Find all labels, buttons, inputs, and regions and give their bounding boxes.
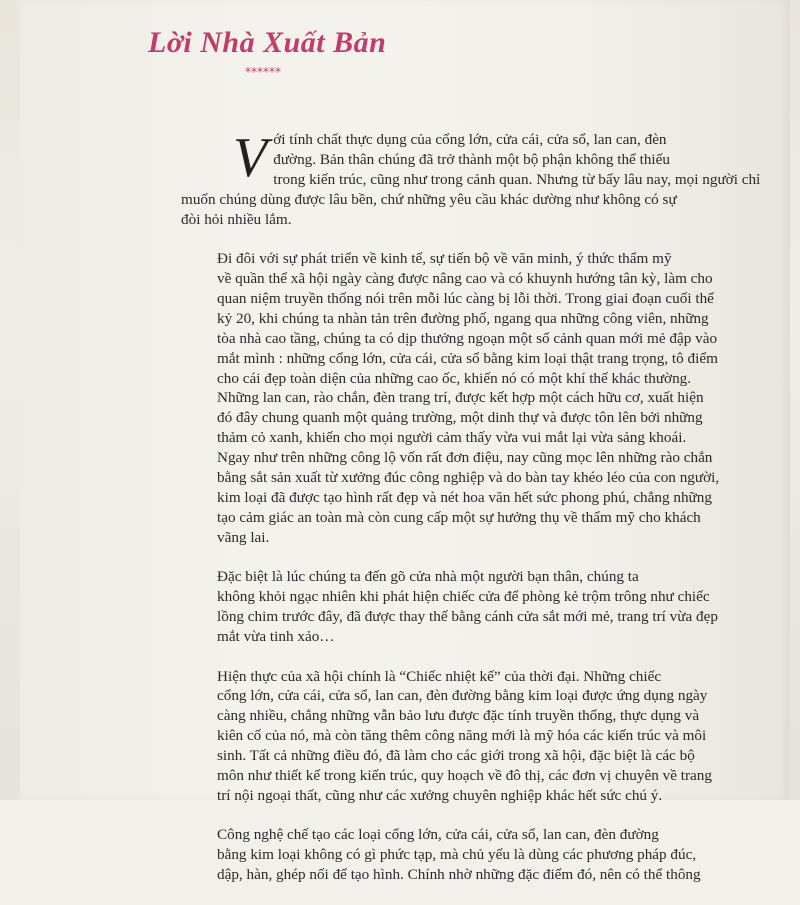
text-line: bằng kim loại không có gì phức tạp, mà chủ yếu là dùng các phương pháp đúc,: [217, 846, 697, 864]
text-line: Đặc biệt là lúc chúng ta đến gõ cửa nhà một người bạn thân, chúng ta: [217, 568, 639, 586]
text-line: không khỏi ngạc nhiên khi phát hiện chiếc cửa để phòng kẻ trộm trông như chiếc: [217, 588, 710, 606]
body-text: [181, 127, 761, 905]
text-line: quan niệm truyền thống nói trên mỗi lúc càng bị lỗi thời. Trong giai đoạn cuối thế: [217, 289, 714, 307]
page-title: Lời Nhà Xuất Bản: [148, 26, 387, 59]
text-line: về quần thể xã hội ngày càng được nâng cao và có khuynh hướng tân kỳ, làm cho: [217, 270, 713, 288]
text-line: muốn chúng dùng được lâu bền, chứ những yêu cầu khác dường như không có sự: [181, 190, 677, 208]
text-line: môn như thiết kế trong kiến trúc, quy hoạch về đô thị, các đơn vị chuyên về trang: [217, 767, 712, 785]
text-line: tạo cảm giác an toàn mà còn cung cấp một sự hưởng thụ về thẩm mỹ cho khách: [217, 508, 701, 526]
text-line: đó đây chung quanh một quảng trường, một dinh thự và được tôn lên bởi những: [217, 409, 703, 427]
drop-cap-letter: V: [233, 127, 268, 189]
text-line: bằng sắt sản xuất từ xưởng đúc công nghiệp và do bàn tay khéo léo của con người,: [217, 469, 720, 487]
text-line: kỷ 20, khi chúng ta nhàn tản trên đường phố, ngang qua những công viên, những: [217, 309, 709, 327]
paragraph-2: [181, 249, 720, 548]
paragraph-5: [181, 825, 701, 885]
paragraph-3: [181, 567, 718, 647]
text-line: Ngay như trên những công lộ vốn rất đơn điệu, nay cũng mọc lên những rào chắn: [217, 449, 713, 467]
text-line: Hiện thực của xã hội chính là “Chiếc nhiệt kế” của thời đại. Những chiếc: [217, 667, 662, 685]
text-line: kim loại đã được tạo hình rất đẹp và nét hoa văn hết sức phong phú, chẳng những: [217, 489, 712, 506]
text-line: thảm cỏ xanh, khiến cho mọi người cảm thấy vừa vui mắt lại vừa sảng khoái.: [217, 429, 687, 447]
text-line: dập, hàn, ghép nối để tạo hình. Chính nhờ những đặc điểm đó, nên có thể thông: [217, 866, 701, 884]
paragraph-4: [181, 667, 712, 806]
text-line: mắt mình : những cổng lớn, cửa cái, cửa sổ bằng kim loại thật trang trọng, tô điểm: [217, 349, 718, 367]
text-line: Công nghệ chế tạo các loại cổng lớn, cửa cái, cửa sổ, lan can, đèn đường: [217, 826, 659, 844]
text-line: trí nội ngoại thất, cũng như các xưởng chuyên nghiệp khác hết sức chú ý.: [217, 786, 663, 804]
text-line: càng nhiều, chẳng những vẫn bảo lưu được đặc tính truyền thống, thực dụng và: [217, 707, 700, 725]
text-line: sinh. Tất cả những điều đó, đã làm cho các giới trong xã hội, đặc biệt là các bộ: [217, 747, 695, 765]
text-line: cổng lớn, cửa cái, cửa sổ, lan can, đèn đường bằng kim loại được ứng dụng ngày: [217, 687, 708, 705]
text-line: kiên cố của nó, mà còn tăng thêm công năng mới là mỹ hóa các kiến trúc và môi: [217, 727, 707, 745]
text-line: Những lan can, rào chắn, đèn trang trí, được kết hợp một cách hữu cơ, xuất hiện: [217, 389, 704, 407]
paragraph-1: [181, 127, 761, 230]
text-line: mắt vừa tinh xảo…: [217, 628, 335, 646]
title-ornament: ******: [245, 65, 281, 79]
text-line: đòi hỏi nhiều lắm.: [181, 210, 292, 228]
text-line: Đi đôi với sự phát triển về kinh tế, sự tiến bộ về văn minh, ý thức thẩm mỹ: [217, 250, 672, 268]
text-line: lồng chim trước đây, đã được thay thế bằng cánh cửa sắt mới mẻ, trang trí vừa đẹp: [217, 608, 718, 626]
text-line: tòa nhà cao tầng, chúng ta có dịp thưởng ngoạn một số cảnh quan mới mẻ đập vào: [217, 329, 718, 347]
text-line: cho cái đẹp toàn diện của những cao ốc, khiến nó có một khí thế khác thường.: [217, 369, 692, 387]
text-line: đường. Bản thân chúng đã trở thành một bộ phận không thể thiếu: [273, 150, 670, 168]
text-line: trong kiến trúc, cũng như trong cảnh quan. Nhưng từ bấy lâu nay, mọi người chỉ: [273, 170, 761, 188]
text-line: vãng lai.: [217, 528, 270, 546]
text-line: ới tính chất thực dụng của cổng lớn, cửa cái, cửa sổ, lan can, đèn: [273, 131, 667, 148]
